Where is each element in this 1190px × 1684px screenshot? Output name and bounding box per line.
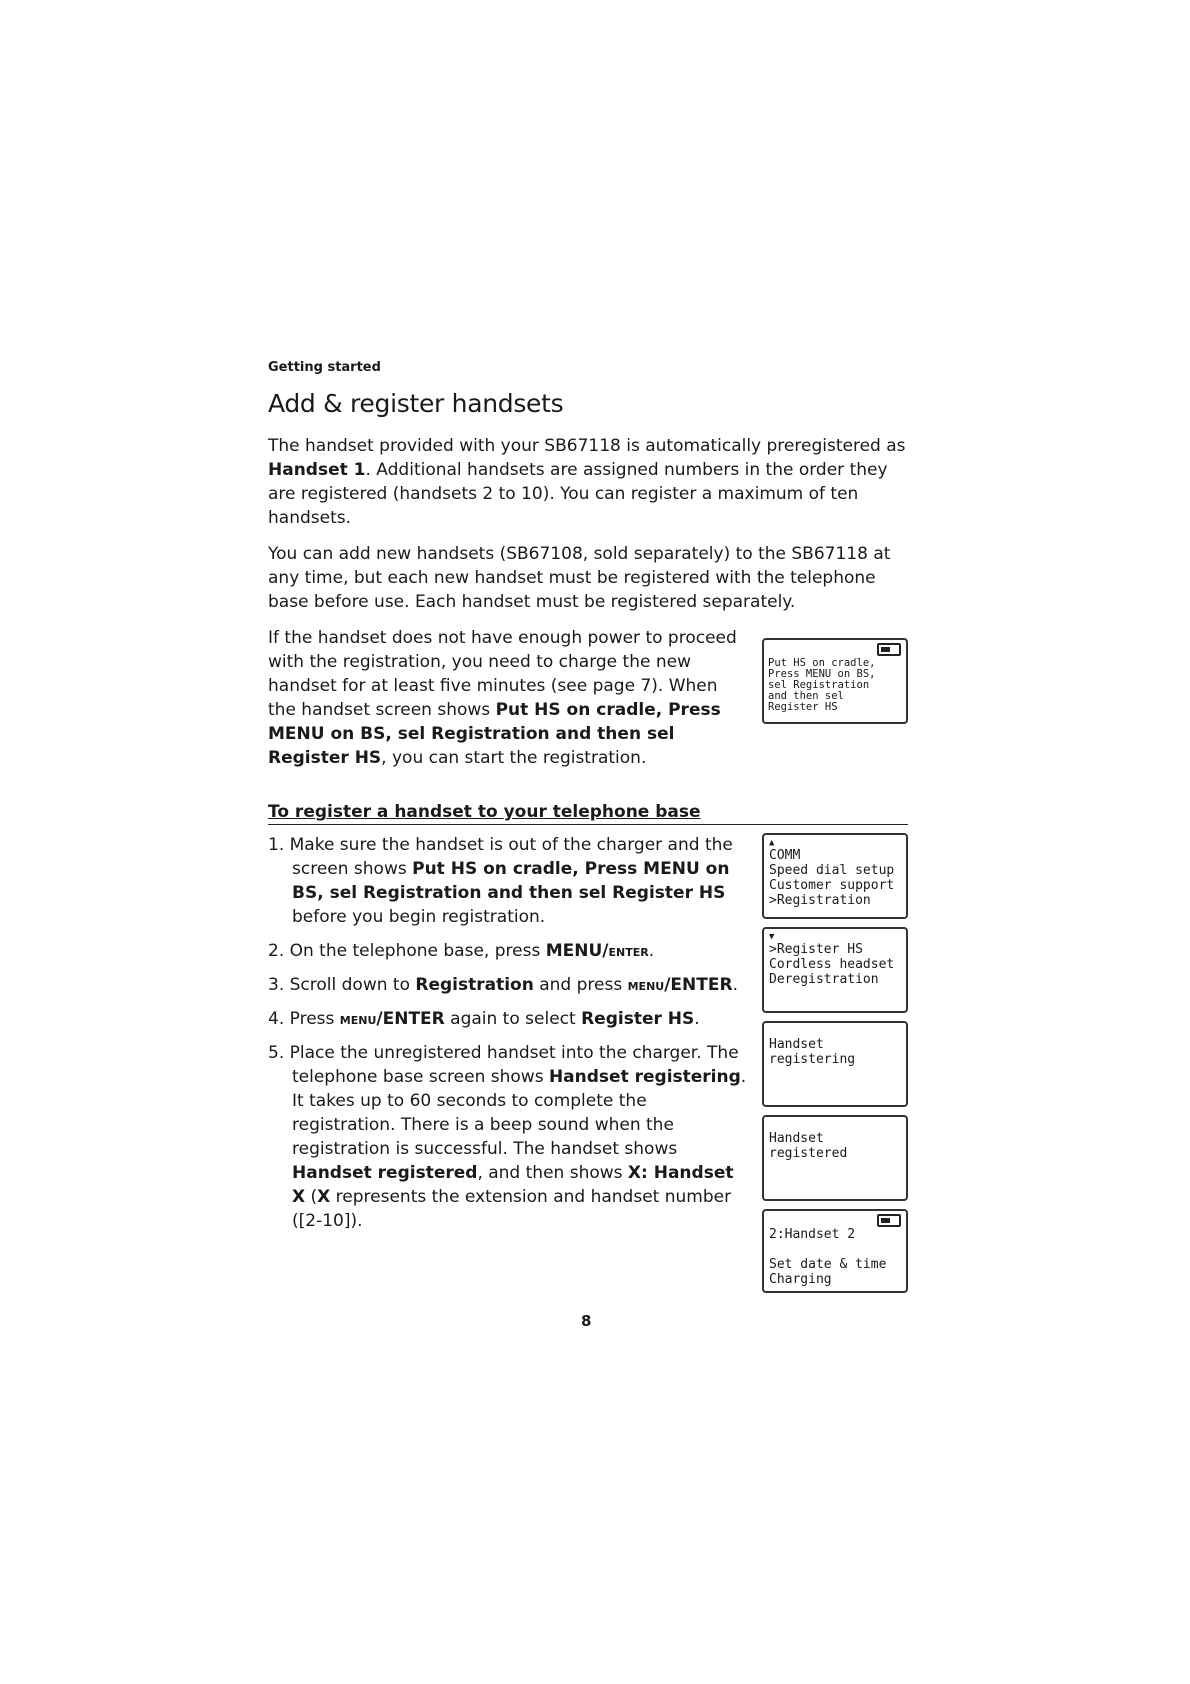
lcd-line — [769, 1242, 901, 1257]
text: 2. On the telephone base, press — [268, 941, 546, 961]
text: again to select — [444, 1009, 582, 1029]
intro-paragraph — [268, 434, 908, 530]
lcd-line: Press MENU on BS, — [768, 668, 876, 680]
small-caps-text: menu — [339, 1010, 377, 1028]
down-arrow-icon: ▼ — [769, 932, 775, 942]
lcd-line: Register HS — [768, 701, 838, 713]
bold-text: MENU/ — [545, 941, 609, 961]
lcd-line: >Registration — [769, 893, 871, 908]
step-4 — [268, 1007, 748, 1031]
lcd-screen-registered — [762, 1115, 908, 1201]
bold-text: Handset registered — [292, 1163, 478, 1183]
lcd-screen-registration — [762, 927, 908, 1013]
text: and press — [533, 975, 628, 995]
text: The handset provided with your SB67118 is automatically preregistered as — [268, 436, 906, 456]
lcd-screens-column — [762, 833, 908, 1293]
bold-text: Put HS on cradle, Press MENU on BS, sel Registration and then sel Register HS — [292, 859, 730, 903]
bold-text: X — [317, 1187, 331, 1207]
text: 5. Place the unregistered handset into the charger. The telephone base screen shows — [268, 1043, 739, 1087]
lcd-screen-menu — [762, 833, 908, 919]
lcd-screen-power — [762, 638, 908, 724]
lcd-line: 2:Handset 2 — [769, 1227, 856, 1242]
lcd-line: Cordless headset — [769, 957, 895, 972]
text: 4. Press — [268, 1009, 340, 1029]
lcd-line: Customer support — [769, 878, 895, 893]
lcd-line: Handset — [769, 1131, 824, 1146]
text: before you begin registration. — [292, 907, 546, 927]
bold-text: X: Handset X — [292, 1163, 734, 1207]
power-paragraph — [268, 626, 746, 770]
text: If the handset does not have enough power to proceed with the registration, you need to charge the new handset for at least five minutes (see page 7). When the handset screen shows — [268, 628, 737, 720]
up-arrow-icon: ▲ — [769, 838, 775, 848]
text: . — [648, 941, 655, 961]
step-2 — [268, 939, 748, 963]
lcd-line: Set date & time — [769, 1257, 887, 1272]
bold-text: Handset registering — [548, 1067, 741, 1087]
step-3 — [268, 973, 748, 997]
lcd-line: Charging — [769, 1272, 832, 1287]
bold-text: Registration — [415, 975, 534, 995]
step-5 — [268, 1041, 748, 1233]
bold-text: Register HS — [581, 1009, 695, 1029]
lcd-line: registered — [769, 1146, 848, 1161]
steps-list — [268, 833, 748, 1293]
lcd-line: registering — [769, 1052, 856, 1067]
add-handsets-paragraph: You can add new handsets (SB67108, sold separately) to the SB67118 at any time, but each new handset must be registered with the telephone base before use. Each handset must be registered separately. — [268, 544, 891, 612]
bold-text: Handset 1 — [268, 460, 366, 480]
step-1 — [268, 833, 748, 929]
text: represents the extension and handset number ([2-10]). — [292, 1187, 732, 1231]
battery-icon — [877, 643, 901, 656]
lcd-line: and then sel — [768, 690, 844, 702]
text: ( — [305, 1187, 318, 1207]
lcd-screen-idle — [762, 1209, 908, 1293]
lcd-line: Deregistration — [769, 972, 879, 987]
lcd-line: >Register HS — [769, 942, 863, 957]
text: . — [694, 1009, 700, 1029]
text: , and then shows — [477, 1163, 628, 1183]
small-caps-text: menu — [627, 976, 665, 994]
lcd-line: Handset — [769, 1037, 824, 1052]
text: . — [732, 975, 738, 995]
lcd-line: Put HS on cradle, — [768, 657, 876, 669]
bold-text: /ENTER — [664, 975, 733, 995]
lcd-line: Speed dial setup — [769, 863, 895, 878]
subheading: To register a handset to your telephone base — [268, 802, 908, 825]
lcd-line: sel Registration — [768, 679, 870, 691]
text: . Additional handsets are assigned numbers in the order they are registered (handsets 2 to 10). You can register a maximum of ten handsets. — [268, 460, 888, 528]
small-caps-text: enter — [608, 942, 649, 960]
bold-text: Put HS on cradle, Press MENU on BS, sel Registration and then sel Register HS — [268, 700, 721, 768]
battery-icon — [877, 1214, 901, 1227]
lcd-line: COMM — [769, 848, 801, 863]
text: . It takes up to 60 seconds to complete the registration. There is a beep sound when the registration is successful. The handset shows — [292, 1067, 747, 1159]
lcd-screen-registering — [762, 1021, 908, 1107]
text: , you can start the registration. — [381, 748, 647, 768]
text: 1. Make sure the handset is out of the charger and the screen shows — [268, 835, 733, 879]
page-title: Add & register handsets — [268, 389, 564, 418]
section-label: Getting started — [268, 360, 381, 375]
manual-page — [268, 360, 908, 1293]
text: 3. Scroll down to — [268, 975, 416, 995]
bold-text: /ENTER — [376, 1009, 445, 1029]
page-number: 8 — [581, 1312, 592, 1330]
